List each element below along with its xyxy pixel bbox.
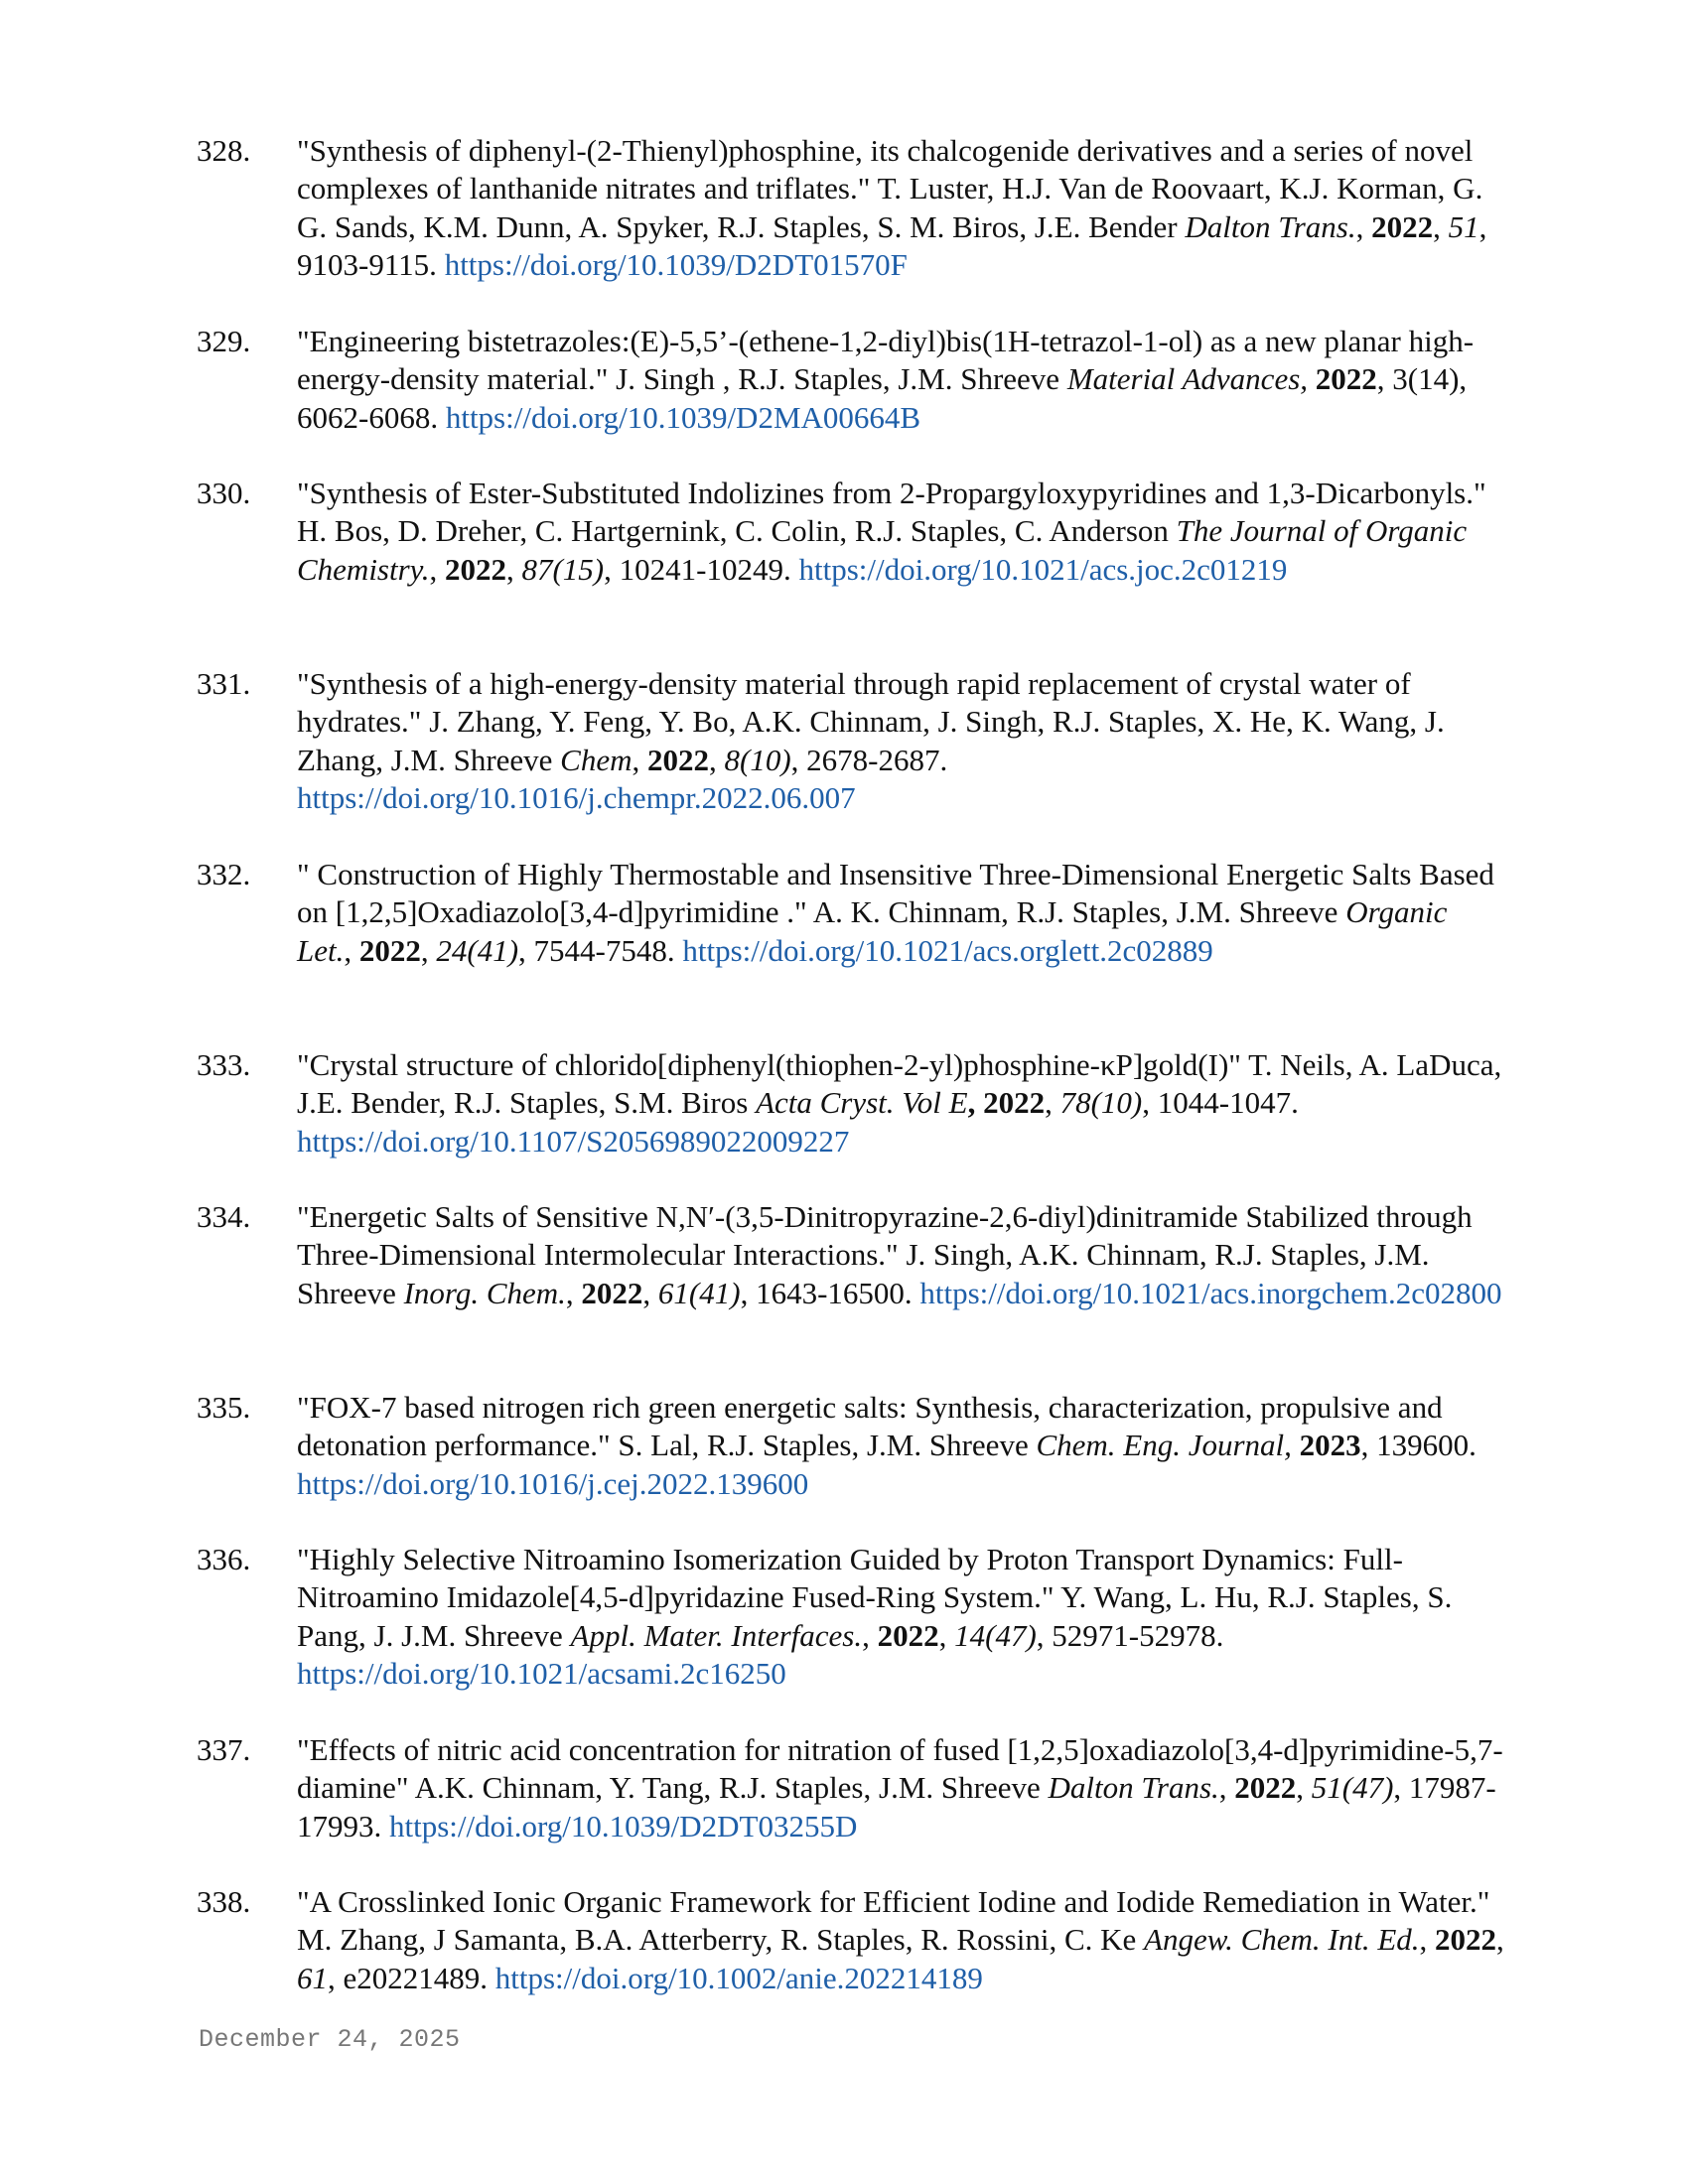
reference-pages: 1044-1047. [1157,1085,1299,1121]
reference-volume: 87(15) [521,551,605,587]
reference-number: 328. [197,133,251,168]
reference-year: 2022 [647,742,709,777]
doi-link[interactable]: https://doi.org/10.1039/D2MA00664B [445,399,921,435]
reference-body: "FOX-7 based nitrogen rich green energetic salts: Synthesis, characterization, propulsive and detonation performance." S. Lal, R.J. Staples, J.M. Shreeve Chem. Eng. Journal, 2023, 139600. https://doi.org/10.1016/j.cej.2022.139600 [297,1390,1477,1501]
reference-number: 337. [197,1732,251,1767]
reference-body: "Effects of nitric acid concentration for nitration of fused [1,2,5]oxadiazolo[3,4-d]pyrimidine-5,7-diamine" A.K. Chinnam, Y. Tang, R.J. Staples, J.M. Shreeve Dalton Trans., 2022, 51(47), 17987-17993. https://doi.org/10.1039/D2DT03255D [297,1732,1503,1843]
reference-title: "A Crosslinked Ionic Organic Framework for Efficient Iodine and Iodide Remediation in Water." [297,1884,1490,1919]
reference-volume: 61 [297,1960,328,1995]
reference-authors: A.K. Chinnam, Y. Tang, R.J. Staples, J.M. Shreeve [414,1770,1041,1806]
reference-authors: T. Luster, H.J. Van de Roovaart, K.J. Korman, G. G. Sands, K.M. Dunn, A. Spyker, R.J. Staples, S. M. Biros, J.E. Bender [297,171,1483,244]
reference-authors: T. Neils, A. LaDuca, J.E. Bender, R.J. Staples, S.M. Biros [297,1047,1502,1121]
reference-pages: 9103-9115. [297,247,437,283]
reference-year: 2022 [983,1085,1046,1121]
reference-title: "Effects of nitric acid concentration for nitration of fused [1,2,5]oxadiazolo[3,4-d]pyrimidine-5,7-diamine" [297,1732,1503,1806]
reference-year: 2022 [444,551,506,587]
reference-pages: 17987-17993. [297,1770,1496,1843]
doi-link[interactable]: https://doi.org/10.1021/acsami.2c16250 [297,1656,786,1692]
doi-link[interactable]: https://doi.org/10.1107/S2056989022009227 [297,1123,850,1159]
reference-title: "Engineering bistetrazoles:(E)-5,5’-(ethene-1,2-diyl)bis(1H-tetrazol-1-ol) as a new planar high-energy-density material." [297,324,1475,397]
reference-authors: J. Singh, A.K. Chinnam, R.J. Staples, J.M. Shreeve [297,1237,1430,1310]
reference-year: 2023 [1299,1428,1361,1463]
doi-link[interactable]: https://doi.org/10.1039/D2DT03255D [389,1808,858,1843]
reference-journal: Organic Let. [297,894,1448,968]
reference-number: 330. [197,476,251,510]
reference-volume: 51 [1448,208,1479,244]
reference-title: "Energetic Salts of Sensitive N,N′-(3,5-Dinitropyrazine-2,6-diyl)dinitramide Stabilized through Three-Dimensional Intermolecular Interactions." [297,1199,1473,1273]
reference-pages: 52971-52978. [1052,1617,1224,1653]
reference-pages: 7544-7548. [533,932,675,968]
reference-number: 333. [197,1047,251,1082]
reference-authors: S. Lal, R.J. Staples, J.M. Shreeve [618,1428,1029,1463]
reference-year: 2022 [1315,361,1377,397]
reference-title: "Highly Selective Nitroamino Isomerization Guided by Proton Transport Dynamics: Full-Nitroamino Imidazole[4,5-d]pyridazine Fused-Ring System." [297,1542,1403,1615]
reference-pages: 6062-6068. [297,399,439,435]
reference-title: "Synthesis of diphenyl-(2-Thienyl)phosphine, its chalcogenide derivatives and a series of novel complexes of lanthanide nitrates and triflates." [297,133,1474,206]
reference-number: 335. [197,1390,251,1425]
reference-authors: J. Zhang, Y. Feng, Y. Bo, A.K. Chinnam, J. Singh, R.J. Staples, X. He, K. Wang, J. Zhang, J.M. Shreeve [297,704,1445,777]
reference-number: 334. [197,1199,251,1234]
reference-year: 2022 [581,1275,643,1310]
doi-link[interactable]: https://doi.org/10.1039/D2DT01570F [444,247,908,283]
reference-pages: e20221489. [343,1960,489,1995]
reference-volume: 8(10) [724,742,791,777]
reference-pages: 139600. [1376,1428,1477,1463]
reference-body: " Construction of Highly Thermostable and Insensitive Three-Dimensional Energetic Salts Based on [1,2,5]Oxadiazolo[3,4-d]pyrimidine ." A. K. Chinnam, R.J. Staples, J.M. Shreeve Organic Let., 2022, 24(41), 7544-7548. https://doi.org/10.1021/acs.orglett.2c02889 [297,857,1494,968]
reference-authors: Y. Wang, L. Hu, R.J. Staples, S. Pang, J. J.M. Shreeve [297,1579,1453,1653]
reference-volume: 14(47) [954,1617,1037,1653]
reference-number: 332. [197,857,251,891]
doi-link[interactable]: https://doi.org/10.1016/j.cej.2022.139600 [297,1465,809,1501]
reference-number: 336. [197,1542,251,1576]
reference-year: 2022 [358,932,421,968]
reference-body: "Highly Selective Nitroamino Isomerization Guided by Proton Transport Dynamics: Full-Nitroamino Imidazole[4,5-d]pyridazine Fused-Ring System." Y. Wang, L. Hu, R.J. Staples, S. Pang, J. J.M. Shreeve Appl. Mater. Interfaces., 2022, 14(47), 52971-52978. https://doi.org/10.1021/acsami.2c16250 [297,1542,1453,1692]
doi-link[interactable]: https://doi.org/10.1021/acs.orglett.2c02889 [682,932,1213,968]
reference-journal: The Journal of Organic Chemistry. [297,513,1468,587]
reference-volume: 78(10) [1059,1085,1143,1121]
reference-journal: Chem. Eng. Journal, [1036,1428,1292,1463]
reference-body: "Engineering bistetrazoles:(E)-5,5’-(ethene-1,2-diyl)bis(1H-tetrazol-1-ol) as a new planar high-energy-density material." J. Singh , R.J. Staples, J.M. Shreeve Material Advances, 2022, 3(14), 6062-6068. https://doi.org/10.1039/D2MA00664B [297,324,1475,435]
reference-authors: M. Zhang, J Samanta, B.A. Atterberry, R. Staples, R. Rossini, C. Ke [297,1922,1137,1958]
reference-body: "Synthesis of a high-energy-density material through rapid replacement of crystal water of hydrates." J. Zhang, Y. Feng, Y. Bo, A.K. Chinnam, J. Singh, R.J. Staples, X. He, K. Wang, J. Zhang, J.M. Shreeve Chem, 2022, 8(10), 2678-2687. https://doi.org/10.1016/j.chempr.2022.06.007 [297,666,1445,816]
reference-title: "Synthesis of Ester-Substituted Indolizines from 2-Propargyloxypyridines and 1,3-Dicarbonyls." [297,476,1486,510]
reference-journal: Chem [560,742,633,777]
reference-volume: 61(41) [657,1275,741,1310]
reference-title: "FOX-7 based nitrogen rich green energetic salts: Synthesis, characterization, propulsive and detonation performance." [297,1390,1443,1463]
reference-journal: Inorg. Chem. [403,1275,566,1310]
reference-title: " Construction of Highly Thermostable and Insensitive Three-Dimensional Energetic Salts Based on [1,2,5]Oxadiazolo[3,4-d]pyrimidine ." [297,857,1494,930]
reference-year: 2022 [1435,1922,1497,1958]
reference-journal: Angew. Chem. Int. Ed. [1144,1922,1420,1958]
reference-number: 331. [197,666,251,701]
reference-body: "Synthesis of diphenyl-(2-Thienyl)phosphine, its chalcogenide derivatives and a series of novel complexes of lanthanide nitrates and triflates." T. Luster, H.J. Van de Roovaart, K.J. Korman, G. G. Sands, K.M. Dunn, A. Spyker, R.J. Staples, S. M. Biros, J.E. Bender Dalton Trans., 2022, 51, 9103-9115. https://doi.org/10.1039/D2DT01570F [297,133,1487,283]
reference-pages: 1643-16500. [756,1275,913,1310]
reference-body: "Energetic Salts of Sensitive N,N′-(3,5-Dinitropyrazine-2,6-diyl)dinitramide Stabilized through Three-Dimensional Intermolecular Interactions." J. Singh, A.K. Chinnam, R.J. Staples, J.M. Shreeve Inorg. Chem., 2022, 61(41), 1643-16500. https://doi.org/10.1021/acs.inorgchem.2c02800 [297,1199,1502,1310]
doi-link[interactable]: https://doi.org/10.1021/acs.joc.2c01219 [798,551,1288,587]
footer-date: December 24, 2025 [199,2025,461,2054]
reference-journal: Appl. Mater. Interfaces. [570,1617,863,1653]
reference-number: 338. [197,1884,251,1919]
reference-pages: 2678-2687. [806,742,948,777]
reference-volume: 51(47) [1311,1770,1394,1806]
reference-year: 2022 [1234,1770,1297,1806]
reference-journal: Dalton Trans. [1185,208,1356,244]
reference-volume: 3(14), [1392,361,1468,397]
reference-number: 329. [197,324,251,358]
reference-journal: Material Advances, [1066,361,1309,397]
reference-authors: A. K. Chinnam, R.J. Staples, J.M. Shreeve [812,894,1338,930]
reference-authors: H. Bos, D. Dreher, C. Hartgernink, C. Colin, R.J. Staples, C. Anderson [297,513,1169,549]
reference-body: "Crystal structure of chlorido[diphenyl(thiophen-2-yl)phosphine-κP]gold(I)" T. Neils, A. LaDuca, J.E. Bender, R.J. Staples, S.M. Biros Acta Cryst. Vol E, 2022, 78(10), 1044-1047. https://doi.org/10.1107/S2056989022009227 [297,1047,1502,1159]
reference-body: "Synthesis of Ester-Substituted Indolizines from 2-Propargyloxypyridines and 1,3-Dicarbonyls." H. Bos, D. Dreher, C. Hartgernink, C. Colin, R.J. Staples, C. Anderson The Journal of Organic Chemistry., 2022, 87(15), 10241-10249. https://doi.org/10.1021/acs.joc.2c01219 [297,476,1486,587]
reference-journal: Dalton Trans. [1048,1770,1219,1806]
reference-pages: 10241-10249. [619,551,791,587]
reference-authors: J. Singh , R.J. Staples, J.M. Shreeve [616,361,1060,397]
doi-link[interactable]: https://doi.org/10.1016/j.chempr.2022.06.007 [297,780,856,816]
doi-link[interactable]: https://doi.org/10.1002/anie.202214189 [494,1960,983,1995]
reference-journal: Acta Cryst. Vol E [756,1085,968,1121]
reference-title: "Synthesis of a high-energy-density material through rapid replacement of crystal water of hydrates." [297,666,1411,740]
reference-year: 2022 [877,1617,939,1653]
reference-year: 2022 [1371,208,1434,244]
reference-body: "A Crosslinked Ionic Organic Framework for Efficient Iodine and Iodide Remediation in Water." M. Zhang, J Samanta, B.A. Atterberry, R. Staples, R. Rossini, C. Ke Angew. Chem. Int. Ed., 2022, 61, e20221489. https://doi.org/10.1002/anie.202214189 [297,1884,1504,1995]
doi-link[interactable]: https://doi.org/10.1021/acs.inorgchem.2c02800 [919,1275,1502,1310]
reference-title: "Crystal structure of chlorido[diphenyl(thiophen-2-yl)phosphine-κP]gold(I)" [297,1047,1241,1082]
reference-volume: 24(41) [436,932,519,968]
